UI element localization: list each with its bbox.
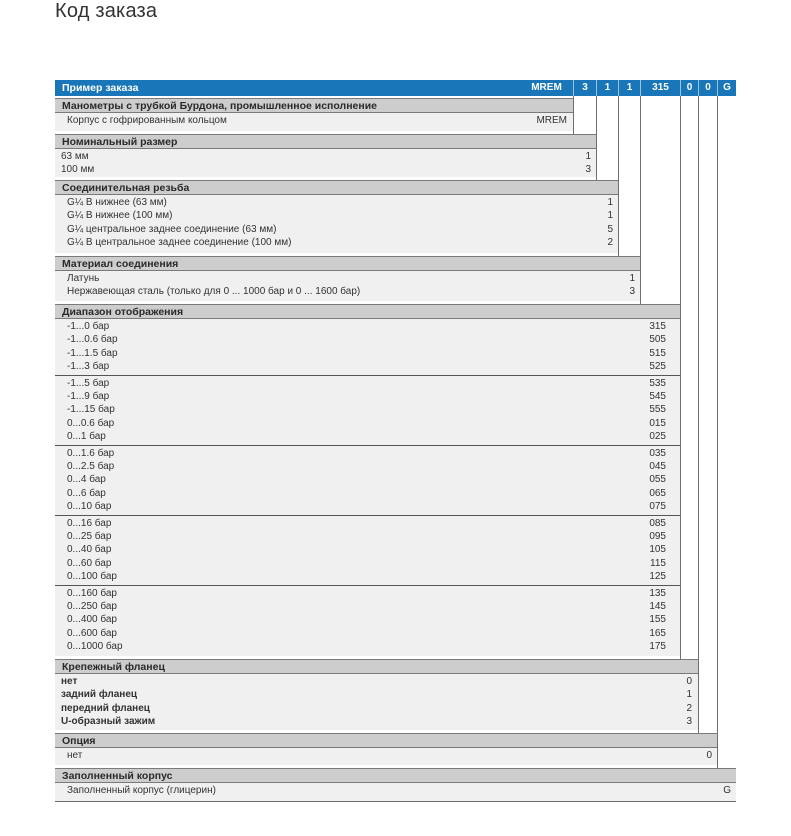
column-guide-line: [698, 96, 699, 733]
option-code: 3: [629, 286, 635, 298]
option-label: 0...600 бар: [67, 627, 117, 639]
option-code: 105: [649, 544, 666, 556]
group-divider: [55, 375, 680, 376]
option-label: 0...25 бар: [67, 531, 112, 542]
option-code: 555: [649, 404, 666, 416]
option-code: 1: [686, 689, 692, 701]
option-label: 0...60 бар: [67, 557, 112, 569]
option-code: 125: [649, 571, 666, 583]
section-title: Манометры с трубкой Бурдона, промышленное исполнение: [55, 98, 573, 113]
option-label: -1...3 бар: [67, 361, 110, 373]
option-label: 0...1 бар: [67, 431, 106, 443]
option-code: 145: [649, 601, 666, 612]
order-code-cell-7: G: [717, 80, 736, 96]
option-code: 5: [607, 223, 613, 235]
option-code: 545: [649, 391, 666, 402]
column-guide-line: [618, 96, 619, 256]
option-label: G¼ B нижнее (63 мм): [67, 197, 167, 208]
option-code: 0: [706, 750, 712, 761]
option-code: 515: [649, 347, 666, 359]
option-label: 63 мм: [61, 151, 89, 162]
section-title: Номинальный размер: [55, 134, 596, 149]
option-code: 3: [686, 716, 692, 728]
option-code: 165: [649, 627, 666, 639]
option-code: 115: [650, 557, 666, 569]
option-code: 015: [649, 417, 666, 429]
order-code-cell-6: 0: [698, 80, 717, 96]
option-label: 0...1000 бар: [67, 641, 123, 653]
section-title: Опция: [55, 733, 717, 748]
option-label: -1...0 бар: [67, 321, 110, 332]
group-divider: [55, 515, 680, 516]
option-label: G¼ центральное заднее соединение (63 мм): [67, 223, 277, 235]
order-code-cell-2: 1: [596, 80, 618, 96]
page-title: Код заказа: [55, 0, 158, 22]
option-code: 095: [649, 531, 666, 542]
section-title: Заполненный корпус: [55, 768, 736, 783]
option-label: 0...400 бар: [67, 614, 117, 626]
option-code: 3: [585, 164, 591, 176]
order-code-cell-1: 3: [573, 80, 596, 96]
option-code: 1: [629, 273, 635, 284]
column-guide-line: [640, 96, 641, 304]
option-code: 1: [607, 210, 613, 222]
option-code: 315: [649, 321, 666, 332]
option-label: G¼ B центральное заднее соединение (100 мм): [67, 237, 292, 249]
table-bottom-line: [55, 801, 736, 802]
order-code-cell-3: 1: [618, 80, 640, 96]
option-label: Латунь: [67, 273, 100, 284]
option-code: 2: [607, 237, 613, 249]
option-code: 085: [649, 517, 666, 529]
option-label: 0...100 бар: [67, 571, 117, 583]
option-code: 065: [649, 487, 666, 499]
column-guide-line: [596, 96, 597, 180]
option-code: 035: [649, 447, 666, 459]
option-code: 135: [649, 587, 666, 599]
order-code-cell-0: MREM: [531, 82, 562, 93]
option-label: -1...5 бар: [67, 377, 110, 389]
option-label: 0...4 бар: [67, 474, 106, 486]
option-label: задний фланец: [61, 689, 138, 701]
option-label: 0...1.6 бар: [67, 447, 115, 459]
option-code: 0: [686, 676, 692, 687]
option-label: -1...0.6 бар: [67, 334, 118, 346]
option-label: 0...250 бар: [67, 601, 117, 612]
column-guide-line: [573, 96, 574, 134]
column-guide-line: [717, 96, 718, 768]
order-code-cell-5: 0: [680, 80, 698, 96]
option-code: 175: [649, 641, 666, 653]
option-code: 1: [585, 151, 591, 162]
option-label: 0...6 бар: [67, 487, 106, 499]
option-code: G: [723, 785, 731, 796]
option-label: Корпус с гофрированным кольцом: [67, 115, 227, 126]
option-label: -1...1.5 бар: [67, 347, 118, 359]
column-guide-line: [680, 96, 681, 659]
order-code-cell-4: 315: [640, 80, 680, 96]
option-code: MREM: [536, 115, 567, 126]
option-code: 1: [607, 197, 613, 208]
option-label: 0...2.5 бар: [67, 461, 115, 472]
option-code: 025: [649, 431, 666, 443]
section-body: [55, 748, 717, 765]
option-label: 0...16 бар: [67, 517, 112, 529]
option-label: -1...15 бар: [67, 404, 115, 416]
section-body: [55, 319, 680, 656]
option-code: 2: [686, 702, 692, 714]
option-code: 055: [649, 474, 666, 486]
section-title: Крепежный фланец: [55, 659, 698, 674]
section-body: [55, 149, 596, 177]
option-label: нет: [67, 750, 83, 761]
option-label: передний фланец: [61, 702, 150, 714]
option-label: U-образный зажим: [61, 716, 156, 728]
option-code: 535: [649, 377, 666, 389]
option-label: Заполненный корпус (глицерин): [67, 785, 216, 796]
option-label: 0...40 бар: [67, 544, 112, 556]
option-label: G¼ B нижнее (100 мм): [67, 210, 173, 222]
option-code: 045: [649, 461, 666, 472]
option-code: 505: [649, 334, 666, 346]
group-divider: [55, 585, 680, 586]
option-label: Нержавеющая сталь (только для 0 ... 1000 бар и 0 ... 1600 бар): [67, 286, 361, 298]
option-label: 100 мм: [61, 164, 95, 176]
section-title: Диапазон отображения: [55, 304, 680, 319]
option-code: 155: [649, 614, 666, 626]
option-code: 525: [649, 361, 666, 373]
order-example-label: Пример заказа: [62, 82, 139, 94]
option-label: нет: [61, 676, 78, 687]
option-label: 0...0.6 бар: [67, 417, 115, 429]
option-label: -1...9 бар: [67, 391, 110, 402]
group-divider: [55, 445, 680, 446]
option-code: 075: [649, 501, 666, 513]
option-label: 0...160 бар: [67, 587, 117, 599]
section-title: Соединительная резьба: [55, 180, 618, 195]
option-label: 0...10 бар: [67, 501, 112, 513]
section-title: Материал соединения: [55, 256, 640, 271]
